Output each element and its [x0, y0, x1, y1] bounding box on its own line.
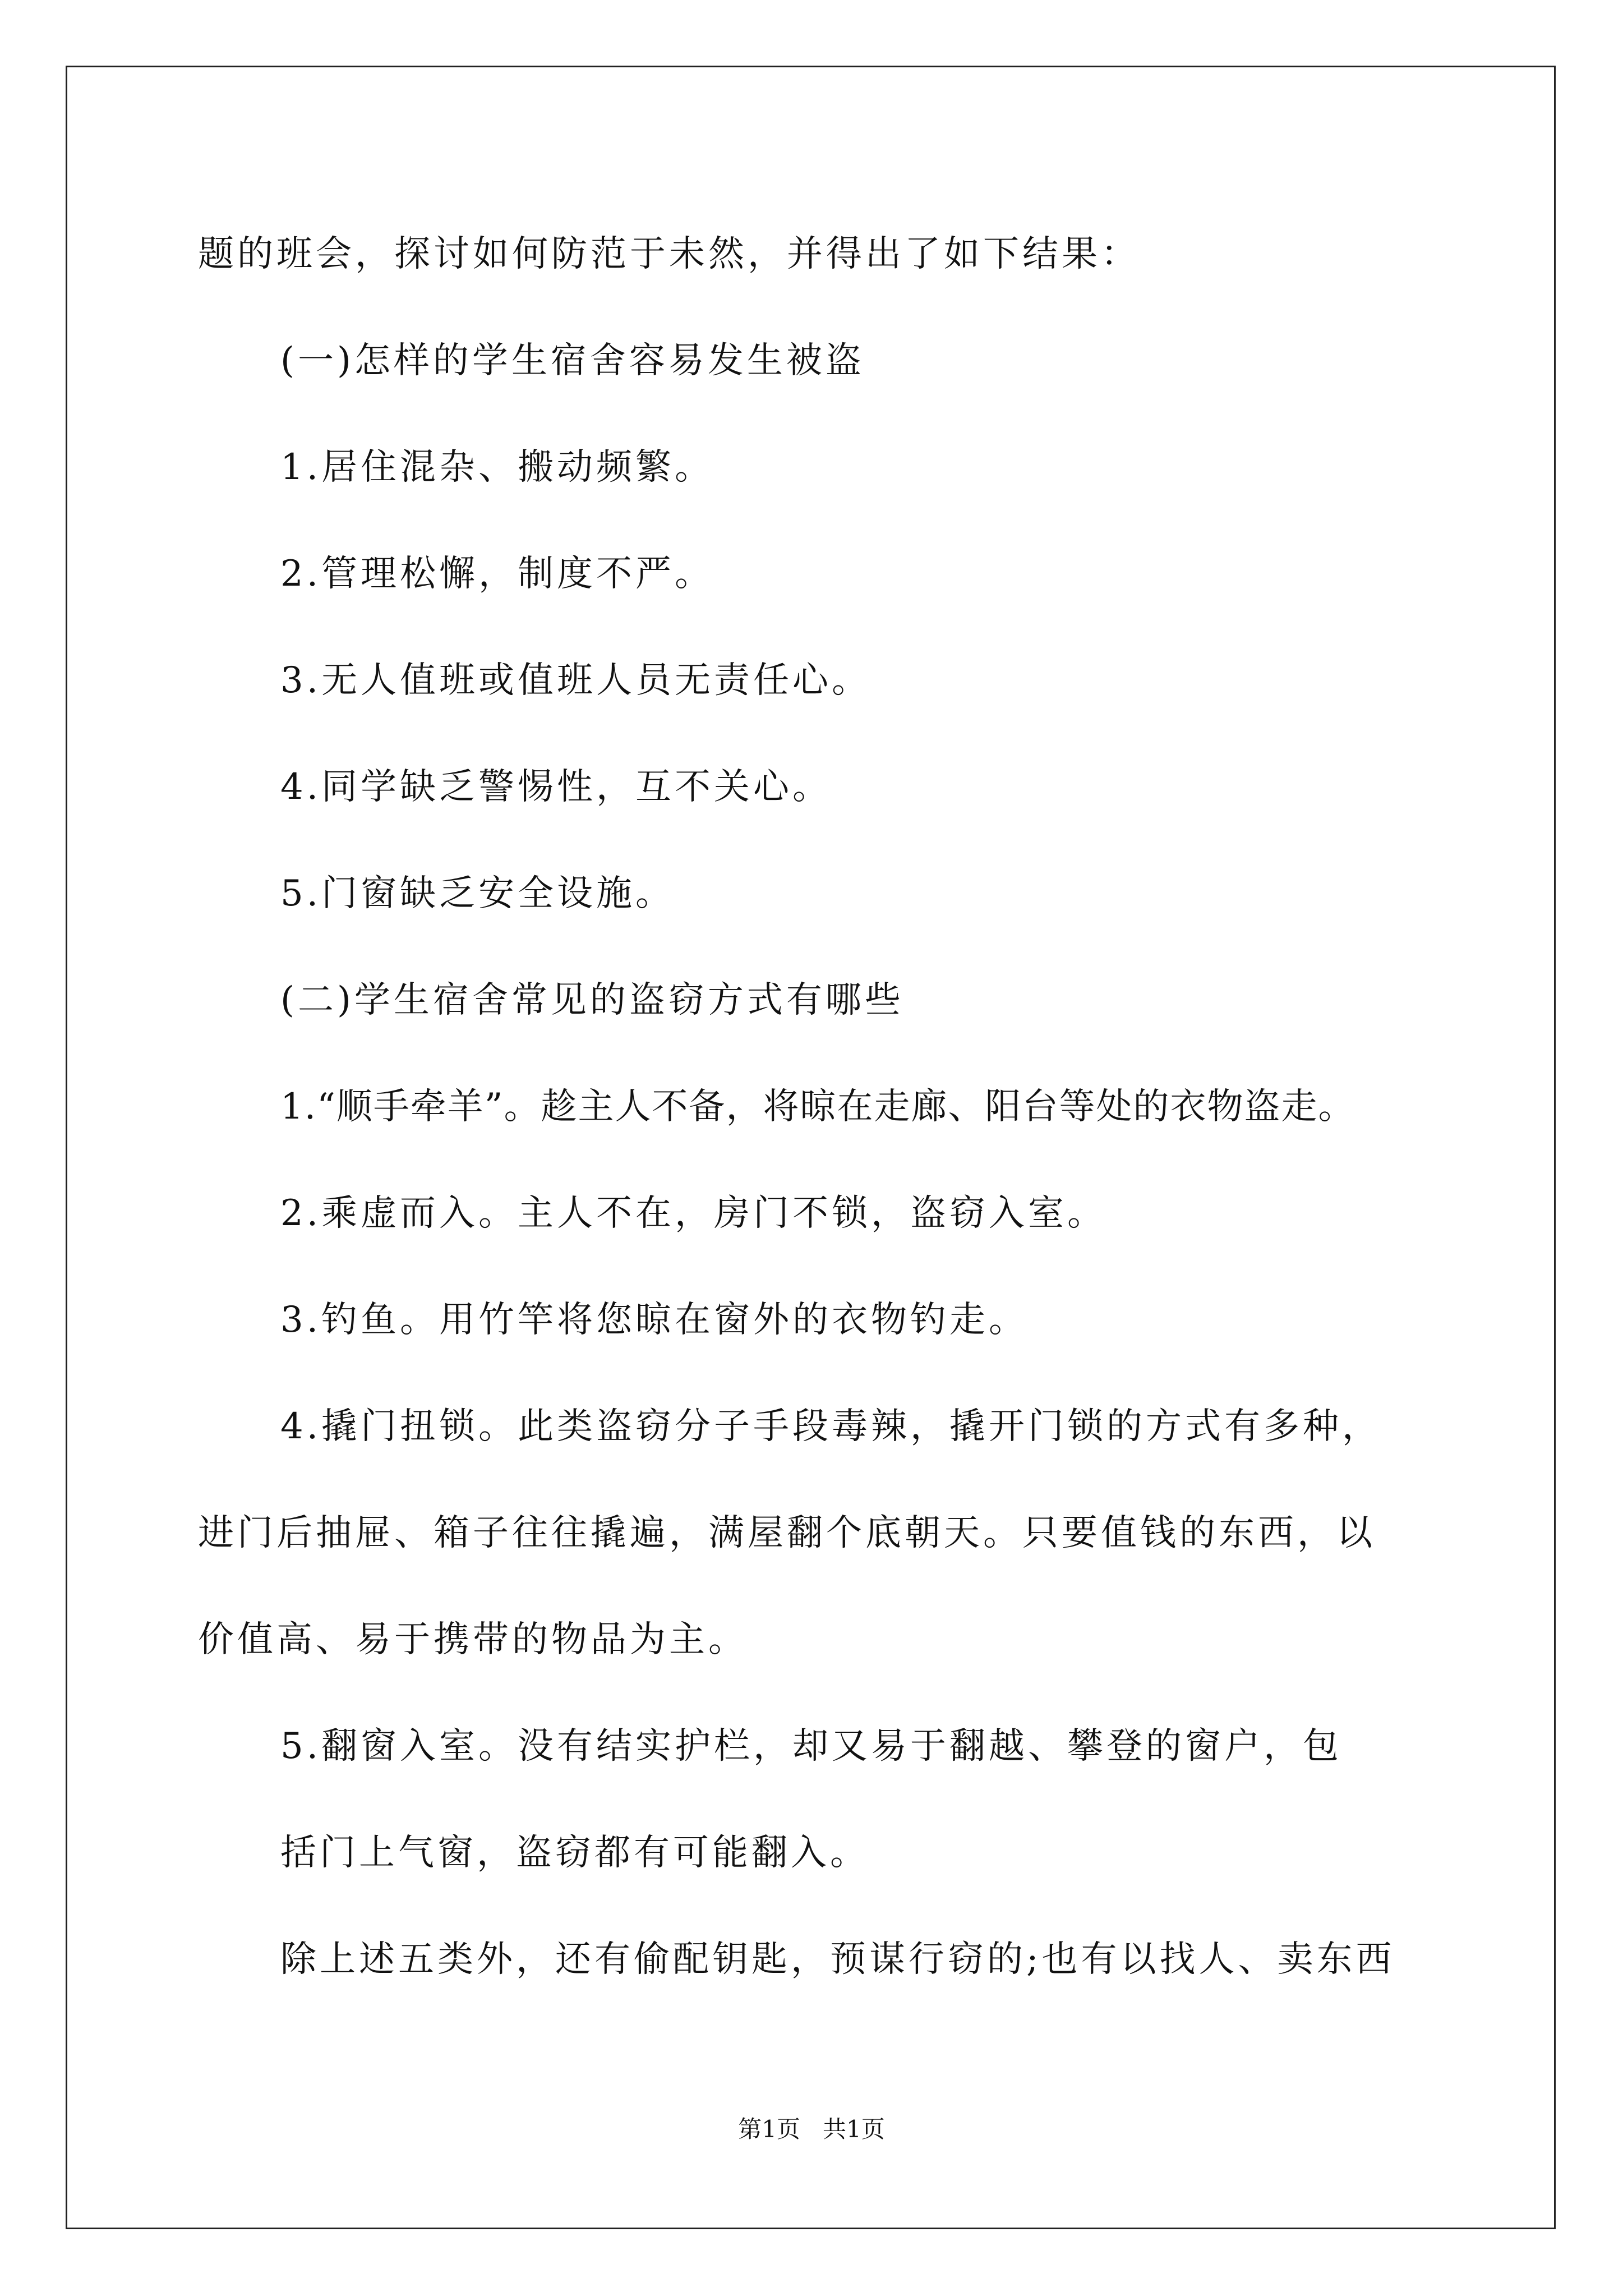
page-footer: 第1页 共1页 [738, 2115, 885, 2143]
body-line-5: 除上述五类外，还有偷配钥匙，预谋行窃的;也有以找人、卖东西 [280, 1939, 1395, 1980]
section-heading-1: (一)怎样的学生宿舍容易发生被盗 [280, 340, 865, 381]
list-item-10: 5.翻窗入室。没有结实护栏，却又易于翻越、攀登的窗户，包 [280, 1726, 1343, 1767]
body-line-2: 进门后抽屉、箱子往往撬遍，满屋翻个底朝天。只要值钱的东西，以 [198, 1512, 1376, 1554]
list-item-8: 3.钓鱼。用竹竿将您晾在窗外的衣物钓走。 [280, 1299, 1029, 1341]
list-item-1: 1.居住混杂、搬动频繁。 [280, 447, 714, 488]
list-item-7: 2.乘虚而入。主人不在，房门不锁，盗窃入室。 [280, 1193, 1107, 1234]
body-line-3: 价值高、易于携带的物品为主。 [198, 1619, 748, 1660]
list-item-5: 5.门窗缺乏安全设施。 [280, 873, 675, 914]
list-item-6: 1.“顺手牵羊”。趁主人不备，将晾在走廊、阳台等处的衣物盗走。 [280, 1086, 1355, 1128]
list-item-2: 2.管理松懈，制度不严。 [280, 553, 714, 595]
list-item-3: 3.无人值班或值班人员无责任心。 [280, 660, 872, 701]
page-border [66, 66, 1556, 2229]
body-line-4: 括门上气窗，盗窃都有可能翻入。 [280, 1832, 869, 1874]
body-line-1: 题的班会，探讨如何防范于未然，并得出了如下结果： [198, 233, 1140, 275]
section-heading-2: (二)学生宿舍常见的盗窃方式有哪些 [280, 979, 904, 1021]
list-item-9: 4.撬门扭锁。此类盗窃分子手段毒辣，撬开门锁的方式有多种， [280, 1406, 1382, 1447]
list-item-4: 4.同学缺乏警惕性，互不关心。 [280, 766, 832, 808]
